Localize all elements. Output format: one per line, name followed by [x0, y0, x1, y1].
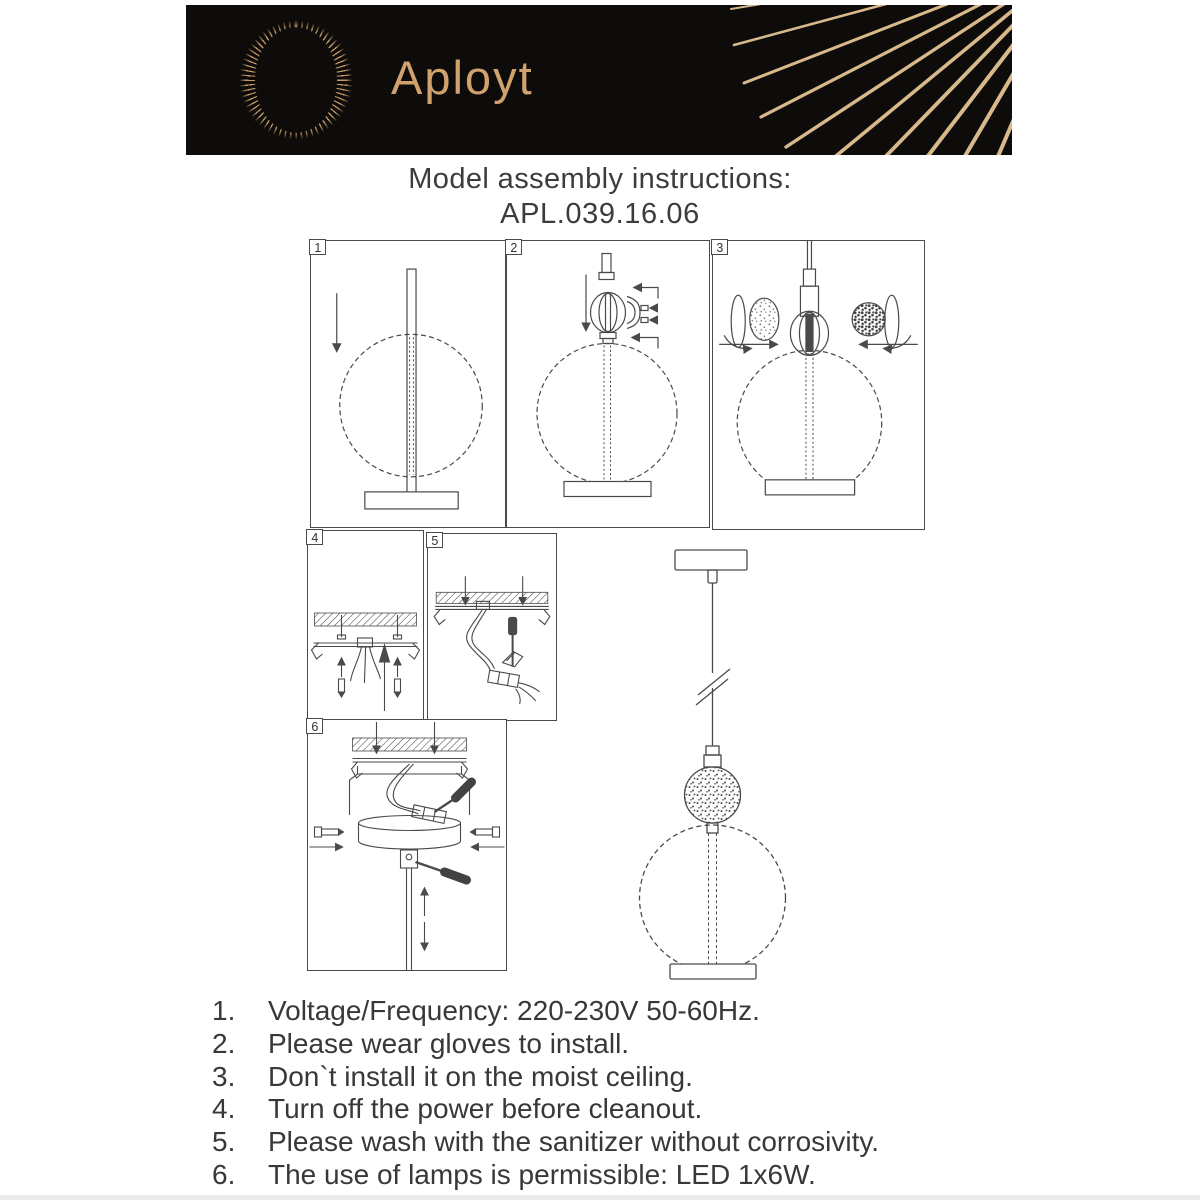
brand-name: Aployt: [391, 51, 534, 104]
list-item: [212, 1158, 879, 1190]
scan-edge: [0, 1195, 1200, 1200]
step-3-panel: [712, 240, 925, 530]
item-number: 5.: [212, 1126, 236, 1158]
step-5-drawing: [428, 534, 556, 720]
item-text: Please wash with the sanitizer without corrosivity.: [268, 1126, 880, 1158]
step-6-number: 6: [306, 718, 323, 734]
title-block: [0, 162, 1200, 231]
brand-banner: [186, 5, 1012, 155]
step-2-number: 2: [505, 239, 522, 255]
item-number: 4.: [212, 1093, 236, 1125]
model-code: APL.039.16.06: [500, 198, 700, 230]
step-6-drawing: [308, 720, 506, 970]
item-text: Please wear gloves to install.: [268, 1027, 630, 1059]
item-text: Don`t install it on the moist ceiling.: [268, 1060, 693, 1092]
step-1-drawing: [311, 241, 505, 527]
item-number: 2.: [212, 1027, 236, 1059]
sunrays-decoration-icon: [186, 5, 1012, 155]
list-item: [212, 997, 879, 1025]
item-number: 1.: [212, 995, 236, 1026]
item-text: Voltage/Frequency: 220-230V 50-60Hz.: [268, 995, 760, 1026]
step-4-panel: [307, 530, 424, 720]
step-3-number: 3: [711, 239, 728, 255]
step-1-number: 1: [309, 239, 326, 255]
item-text: The use of lamps is permissible: LED 1x6W.: [268, 1158, 816, 1190]
step-5-number: 5: [426, 532, 443, 548]
step-4-drawing: [308, 531, 423, 719]
page-title: Model assembly instructions:: [408, 163, 792, 195]
item-number: 6.: [212, 1158, 236, 1190]
list-item: [212, 1060, 879, 1092]
step-4-number: 4: [306, 529, 323, 545]
step-2-drawing: [507, 241, 709, 527]
item-text: Turn off the power before cleanout.: [268, 1093, 703, 1125]
assembled-pendant-drawing: [560, 545, 940, 995]
instruction-list: [212, 997, 879, 1189]
list-item: [212, 1128, 879, 1156]
list-item: [212, 1095, 879, 1123]
step-5-panel: [427, 533, 557, 721]
list-item: [212, 1027, 879, 1059]
step-6-panel: [307, 719, 507, 971]
step-3-drawing: [713, 241, 924, 529]
item-number: 3.: [212, 1060, 236, 1092]
step-1-panel: [310, 240, 506, 528]
step-2-panel: [506, 240, 710, 528]
